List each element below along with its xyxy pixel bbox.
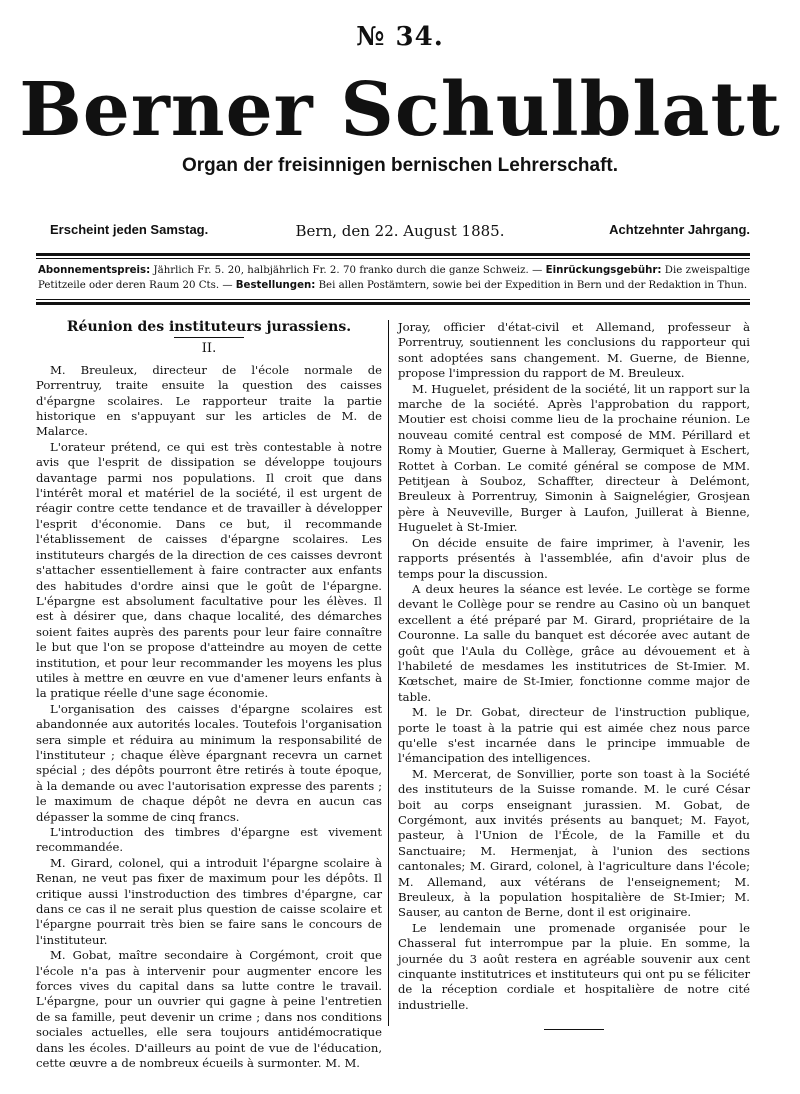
top-rule-thin xyxy=(36,258,750,259)
orders-label: Bestellungen: xyxy=(235,280,316,291)
bottom-rule-thin xyxy=(36,299,750,300)
paragraph: L'orateur prétend, ce qui est très contestable à notre avis que l'esprit de dissipation se développe toujours davantage parmi nos populations. Il croit que dans l'intérêt moral et matériel de la société, il est urgent de réagir contre cette tendance et de travailler à développer l'esprit d'économie. Dans ce but, il recommande l'établissement de caisses d'épargne scolaires. Les instituteurs chargés de la direction de ces caisses devront s'attacher essentiellement à faire contracter aux enfants des habitudes d'ordre ainsi que le goût de l'épargne. L'épargne est absolument facultative pour les élèves. Il est à désirer que, dans chaque localité, des démarches soient faites auprès des parents pour leur faire connaître le but que l'on se propose d'atteindre au moyen de cette institution, et pour leur recommander les moyens les plus utiles à mettre en œuvre en vue d'amener leurs enfants à la pratique réelle d'une sage économie. xyxy=(36,439,382,701)
newspaper-subtitle: Organ der freisinnigen bernischen Lehrerschaft. xyxy=(181,155,619,176)
paragraph: M. Huguelet, président de la société, lit un rapport sur la marche de la société. Après l'approbation du rapport, Moutier est choisi comme lieu de la prochaine réunion. Le nouveau comité central est composé de MM. Périllard et Romy à Moutier, Guerne à Malleray, Germiquet à Eschert, Rottet à Corban. Le comité général se compose de MM. Petitjean à Souboz, Schaffter, directeur à Delémont, Breuleux à Porrentruy, Simonin à Saignelégier, Grosjean père à Neuveville, Burger à Laufon, Juillerat à Bienne, Huguelet à St-Imier. xyxy=(398,381,750,535)
price-text: Jährlich Fr. 5. 20, halbjährlich Fr. 2. 70 franko durch die ganze Schweiz. — xyxy=(153,265,543,276)
article-title: Réunion des instituteurs jurassiens. xyxy=(66,319,352,335)
subscription-info xyxy=(38,263,750,293)
newspaper-title: Berner Schulblatt xyxy=(19,67,781,153)
left-column xyxy=(36,320,382,1072)
bottom-rule-thick xyxy=(36,302,750,305)
end-rule xyxy=(544,1029,604,1030)
paragraph: Le lendemain une promenade organisée pour le Chasseral fut interrompue par la pluie. En somme, la journée du 3 août restera en agréable souvenir aux cent cinquante institutrices et instituteurs qui ont pu se féliciter de la réception cordiale et hospitalière de notre cité industrielle. xyxy=(398,920,750,1012)
orders-text: Bei allen Postämtern, sowie bei der Expedition in Bern und der Redaktion in Thun. xyxy=(318,280,748,291)
paragraph: M. Mercerat, de Sonvillier, porte son toast à la Société des instituteurs de la Suisse romande. M. le curé César boit au corps enseignant jurassien. M. Gobat, de Corgémont, aux invités présents au banquet; M. Fayot, pasteur, à l'Union de l'École, de la Famille et du Sanctuaire; M. Hermenjat, à l'union des sections cantonales; M. Girard, colonel, à l'agriculture dans l'école; M. Allemand, aux vétérans de l'enseignement; M. Breuleux, à la population hospitalière de St-Imier; M. Sauser, au canton de Berne, dont il est originaire. xyxy=(398,766,750,920)
issue-number: № 34. xyxy=(356,22,444,52)
volume-year: Achtzehnter Jahrgang. xyxy=(609,222,750,237)
paragraph: M. Gobat, maître secondaire à Corgémont, croit que l'école n'a pas à intervenir pour augmenter encore les forces vives du capital dans sa lutte contre le travail. L'épargne, pour un ouvrier qui gagne à peine l'entretien de sa famille, peut devenir un crime ; dans nos conditions sociales actuelles, elle sera toujours antidémocratique dans les écoles. D'ailleurs au point de vue de l'éducation, cette œuvre a de nombreux écueils à surmonter. M. M. xyxy=(36,948,382,1071)
top-rule-thick xyxy=(36,253,750,256)
paragraph: A deux heures la séance est levée. Le cortège se forme devant le Collège pour se rendre au Casino où un banquet excellent a été préparé par M. Girard, propriétaire de la Couronne. La salle du banquet est décorée avec autant de goût que l'Aula du Collège, grâce au dévouement et à l'habileté de mesdames les institutrices de St-Imier. M. Kœtschet, maire de St-Imier, fonctionne comme major de table. xyxy=(398,581,750,704)
publication-frequency: Erscheint jeden Samstag. xyxy=(50,222,209,237)
price-label: Abonnementspreis: xyxy=(38,265,151,276)
dateline xyxy=(46,222,754,242)
column-divider xyxy=(388,320,389,1026)
paragraph: Joray, officier d'état-civil et Allemand, professeur à Porrentruy, soutiennent les conclusions du rapporteur qui sont adoptées sans changement. M. Guerne, de Bienne, propose l'impression du rapport de M. Breuleux. xyxy=(398,320,750,381)
paragraph: L'introduction des timbres d'épargne est vivement recommandée. xyxy=(36,825,382,855)
paragraph: M. le Dr. Gobat, directeur de l'instruction publique, porte le toast à la patrie qui est aimée chez nous parce qu'elle s'est incarnée dans le principe immuable de l'émancipation des intelligences. xyxy=(398,705,750,766)
paragraph: L'organisation des caisses d'épargne scolaires est abandonnée aux autorités locales. Toutefois l'organisation sera simple et réduira au minimum la responsabilité de l'instituteur ; chaque élève épargnant recevra un carnet spécial ; des dépôts pourront être retirés à toute époque, à la demande ou avec l'autorisation expresse des parents ; le maximum de chaque dépôt ne devra en aucun cas dépasser la somme de cinq francs. xyxy=(36,701,382,824)
article-section: II. xyxy=(36,341,382,356)
right-column xyxy=(398,320,750,1030)
fee-label: Einrückungsgebühr: xyxy=(545,265,662,276)
paragraph: M. Breuleux, directeur de l'école normale de Porrentruy, traite ensuite la question des caisses d'épargne scolaires. Le rapporteur traite la partie historique en s'appuyant sur les articles de M. de Malarce. xyxy=(36,362,382,439)
paragraph: M. Girard, colonel, qui a introduit l'épargne scolaire à Renan, ne veut pas fixer de maximum pour les dépôts. Il critique aussi l'instroduction des timbres d'épargne, car dans ce cas il ne serait plus question de caisse scolaire et l'épargne pourrait très bien se faire sans le concours de l'instituteur. xyxy=(36,855,382,947)
place-date: Bern, den 22. August 1885. xyxy=(295,222,505,240)
fee-text: Die zweispaltige Petitzeile oder deren Raum 20 Cts. — xyxy=(38,265,750,291)
paragraph: On décide ensuite de faire imprimer, à l'avenir, les rapports présentés à l'assemblée, afin d'avoir plus de temps pour la discussion. xyxy=(398,535,750,581)
